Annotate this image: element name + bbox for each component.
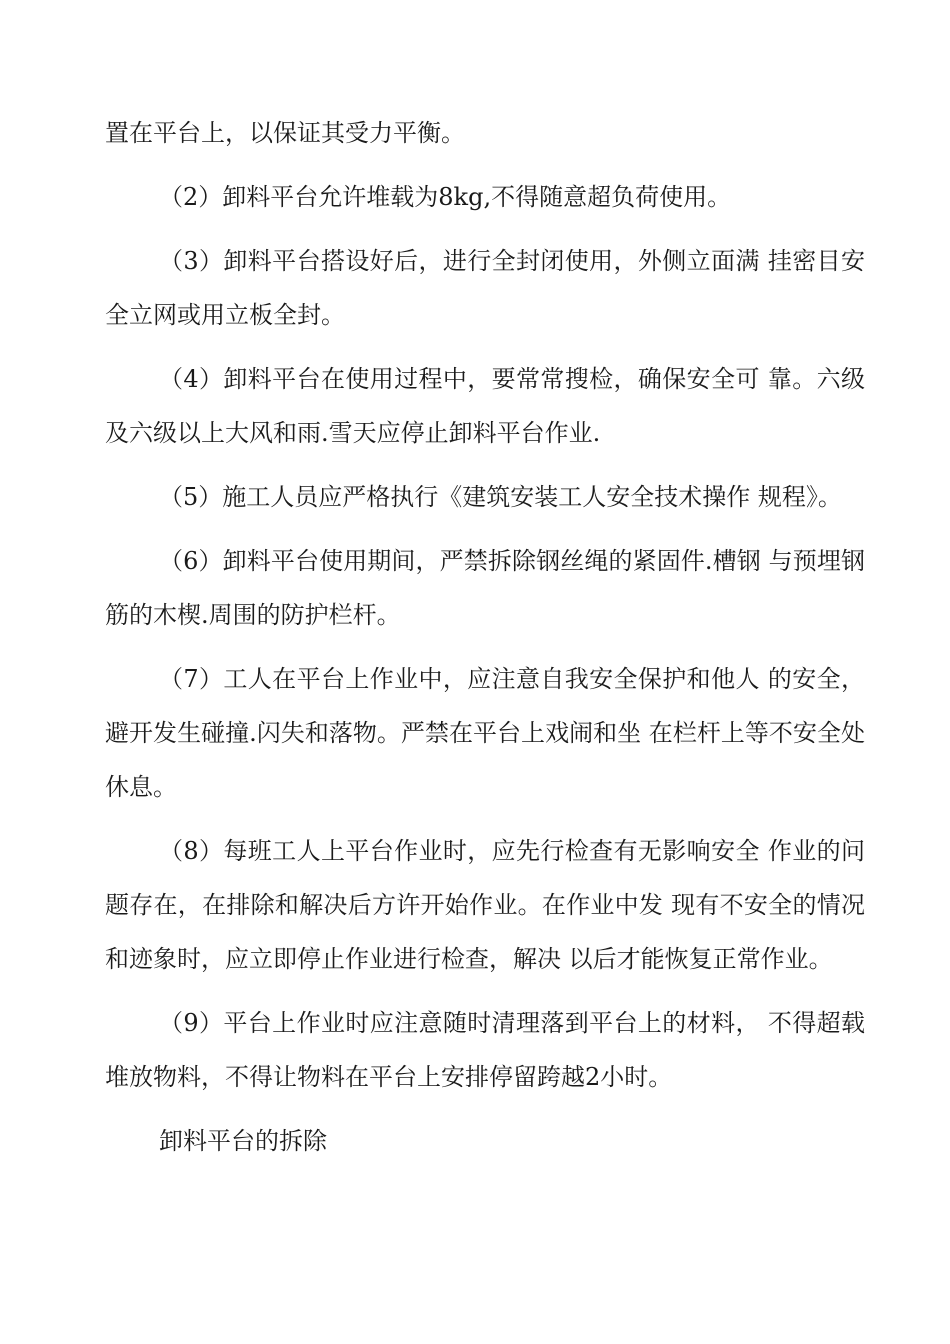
paragraph-continuation: 置在平台上，以保证其受力平衡。 — [105, 119, 465, 147]
paragraph-item-9: （9）平台上作业时应注意随时清理落到平台上的材料， 不得超载堆放物料，不得让物料在平台上安排停留跨越2小时。 — [105, 1009, 865, 1091]
paragraph-item-8: （8）每班工人上平台作业时，应先行检查有无影响安全 作业的问题存在，在排除和解决后方许开始作业。在作业中发 现有不安全的情况和迹象时，应立即停止作业进行检查，解决 以后才能恢复正常作业。 — [105, 837, 865, 973]
paragraph-item-4: （4）卸料平台在使用过程中，要常常搜检，确保安全可 靠。六级及六级以上大风和雨.雪天应停止卸料平台作业. — [105, 365, 865, 447]
paragraph-item-7: （7）工人在平台上作业中，应注意自我安全保护和他人 的安全，避开发生碰撞.闪失和落物。严禁在平台上戏闹和坐 在栏杆上等不安全处休息。 — [105, 665, 865, 801]
document-body — [105, 106, 865, 1168]
section-heading-platform-removal: 卸料平台的拆除 — [159, 1127, 327, 1155]
paragraph-item-5: （5）施工人员应严格执行《建筑安装工人安全技术操作 规程》。 — [159, 483, 842, 511]
paragraph-item-3: （3）卸料平台搭设好后，进行全封闭使用，外侧立面满 挂密目安全立网或用立板全封。 — [105, 247, 865, 329]
paragraph-item-2: （2）卸料平台允许堆载为8kg,不得随意超负荷使用。 — [159, 183, 732, 211]
paragraph-item-6: （6）卸料平台使用期间，严禁拆除钢丝绳的紧固件.槽钢 与预埋钢筋的木楔.周围的防护栏杆。 — [105, 547, 865, 629]
